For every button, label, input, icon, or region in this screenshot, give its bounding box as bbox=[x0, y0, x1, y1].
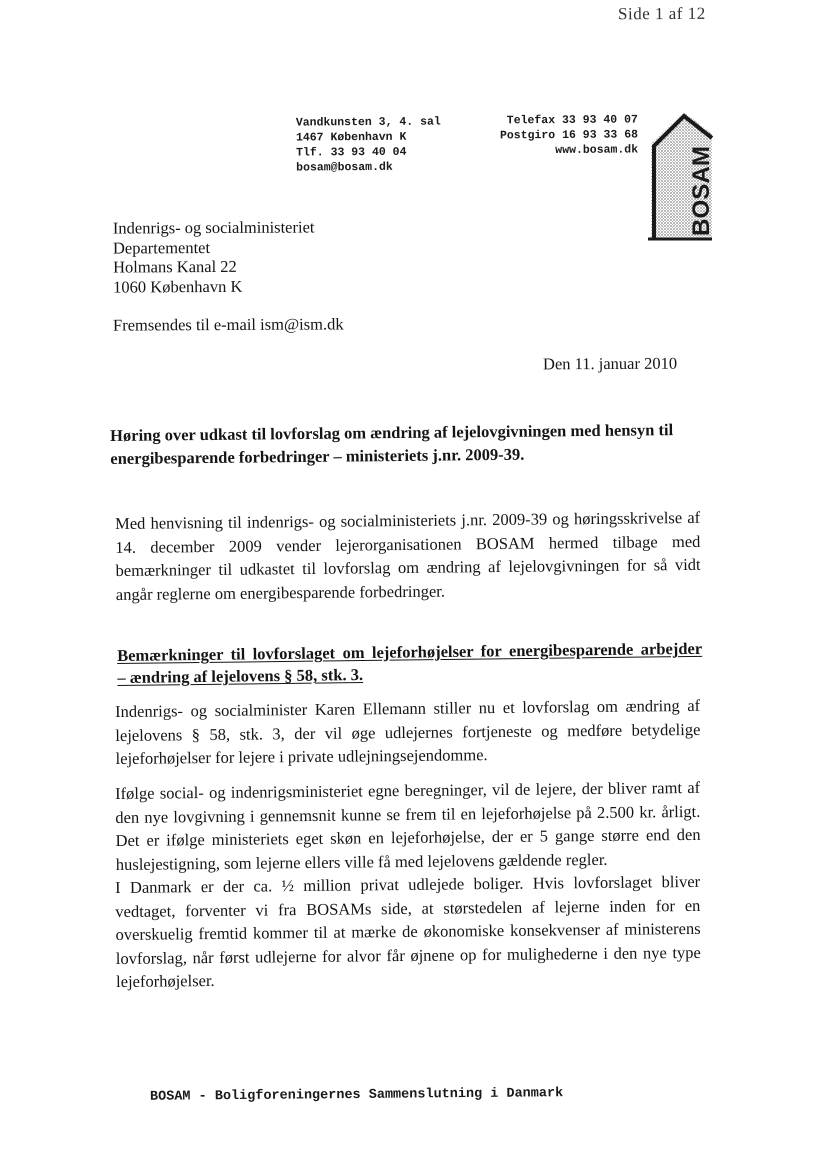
subject-line-2: energibesparende forbedringer – ministeriets j.nr. 2009-39. bbox=[110, 444, 525, 468]
section-heading-line-2: – ændring af lejelovens § 58, stk. 3. bbox=[117, 664, 364, 687]
sender-contact bbox=[478, 112, 638, 158]
recipient-street: Holmans Kanal 22 bbox=[113, 256, 237, 277]
body-paragraph: Indenrigs- og socialminister Karen Ellemann stiller nu et lovforslag om ændring af lejelovens § 58, stk. 3, der vil øge udlejernes fortjeneste og medføre betydelige lejeforhøjelser for lejere i private udlejningsejendomme. bbox=[115, 695, 701, 768]
sender-email: bosam@bosam.dk bbox=[296, 160, 393, 175]
sender-website: www.bosam.dk bbox=[555, 143, 639, 158]
sender-street: Vandkunsten 3, 4. sal bbox=[295, 115, 441, 130]
sender-phone: Tlf. 33 93 40 04 bbox=[296, 145, 407, 160]
recipient-address bbox=[113, 217, 315, 296]
sender-postgiro: Postgiro 16 93 33 68 bbox=[499, 128, 639, 143]
intro-paragraph: Med henvisning til indenrigs- og socialministeriets j.nr. 2009-39 og høringsskrivelse af 14. december 2009 vender lejerorganisationen BOSAM hermed tilbage med bemærkninger til udkastet til lovforslag om ændring af lejelovgivningen for så vidt angår reglerne om energibesparende forbedringer. bbox=[115, 507, 701, 604]
footer: BOSAM - Boligforeningernes Sammenslutning i Danmark bbox=[149, 1086, 564, 1105]
page-number: Side 1 af 12 bbox=[617, 3, 706, 24]
email-note: Fremsendes til e-mail ism@ism.dk bbox=[112, 314, 344, 335]
bosam-logo bbox=[646, 108, 715, 242]
sender-city: 1467 København K bbox=[295, 130, 407, 145]
letter-date: Den 11. januar 2010 bbox=[542, 353, 678, 374]
subject-heading bbox=[110, 418, 710, 470]
recipient-org: Indenrigs- og socialministeriet bbox=[112, 217, 315, 238]
section-heading bbox=[117, 638, 702, 689]
recipient-city: 1060 København K bbox=[113, 276, 243, 297]
sender-fax: Telefax 33 93 40 07 bbox=[506, 113, 638, 128]
subject-line-1: Høring over udkast til lovforslag om ændring af lejelovgivningen med hensyn til bbox=[110, 420, 674, 445]
logo-text: BOSAM bbox=[688, 146, 715, 236]
body-paragraph: Ifølge social- og indenrigsministeriet egne beregninger, vil de lejere, der bliver ramt af den nye lovgivning i gennemsnit kunne se frem til en lejeforhøjelse på 2.500 kr. årligt. Det er ifølge ministeriets eget skøn en lejeforhøjelse, der er 5 gange større end den huslejestigning, som lejerne ellers ville få med lejelovens gældende regler. bbox=[115, 777, 701, 874]
section-heading-line-1: Bemærkninger til lovforslaget om lejeforhøjelser for energibesparende arbejder bbox=[117, 638, 703, 665]
body-paragraph: I Danmark er der ca. ½ million privat udlejede boliger. Hvis lovforslaget bliver vedtaget, forventer vi fra BOSAMs side, at størstedelen af lejerne inden for en overskuelig fremtid kommer til at mærke de økonomiske konsekvenser af ministerens lovforslag, når først udlejerne for alvor får øjnene op for mulighederne i den nye type lejeforhøjelser. bbox=[115, 871, 701, 991]
recipient-dept: Departementet bbox=[112, 237, 211, 258]
sender-address bbox=[296, 114, 441, 175]
